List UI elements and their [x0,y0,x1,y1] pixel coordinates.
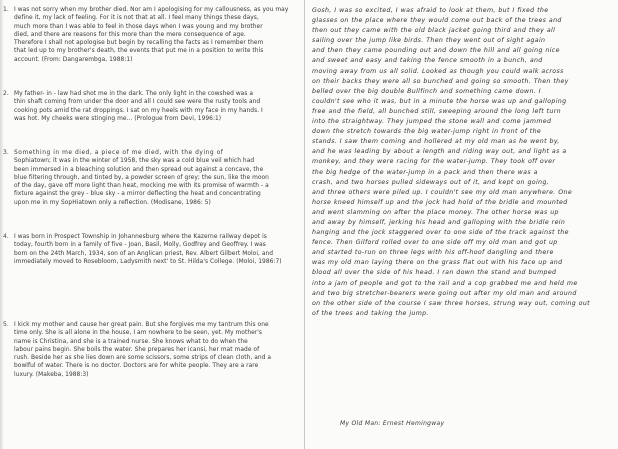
excerpt-line: rush. Beside her as she lies down are some scissors, some strips of clean cloth, and a [14,355,272,362]
excerpt-number: 3. [3,149,9,156]
story-line: and three others were piled up. I couldn't see my old man anywhere. One [312,188,573,196]
excerpt-line: blue filtering through, and tinted by, a powder screen of grey; the sun, like the moon [14,174,269,181]
excerpt-line: name is Christina, and she is a trained nurse. She knows what to do when the [14,338,248,345]
excerpt-line: labour pains begin. She boils the water. She prepares her icansi, her mat made of [14,346,260,353]
excerpt-line: that led up to my brother's death, the events that put me in a position to write this [14,48,264,55]
story-line: glasses on the place where they would come out back of the trees and [312,17,562,25]
story-line: crash, and two horses pulled sideways out of it, and kept on going, [312,178,550,186]
excerpt-line: much more than I was able to feel in those days when I was young and my brother [14,23,263,30]
excerpt-line: fixture against the grey - blue sky - a mirror deflecting the heat and concentrating [14,191,261,198]
excerpt-line: I was born in Prospect Township in Johannesburg where the Kazerne railway depot is [14,234,267,240]
excerpt-line: I kick my mother and cause her great pain. But she forgives me my tantrum this one [14,322,269,328]
story-line: into a jam of people and got to the rail and a cop grabbed me and held me [312,279,578,287]
excerpt-line: was hot. My cheeks were stinging me... (Prologue from Devi, 1996:1) [14,115,222,122]
page-edge-shadow [0,0,4,449]
story-caption: My Old Man: Ernest Hemingway [340,420,445,427]
excerpt-line: of the day, gave off more light than heat, mocking me with its promise of warmth - a [14,183,269,190]
story-line: and he was leading by about a length and riding way out, and light as a [312,148,567,156]
story-line: moving away from us all solid. Looked as though you could walk across [312,67,564,75]
story-line: and away by himself, jerking his head and galloping with the bridle rein [312,218,566,226]
story-line: blood all over the side of his head. I ran down the stand and bumped [312,269,557,277]
excerpt-text [14,321,304,379]
story-line: and went slamming on after the place money. The other horse was up [312,208,559,216]
excerpt-line: upon me in my SopHiatown only a reflection. (Modisane, 1986: 5) [14,199,211,206]
story-line: belled over the big double Bullfinch and something came down. I [312,87,541,95]
story-line: and then they came pounding out and down the hill and all going nice [312,47,560,55]
excerpt-line: bowlful of water. There is no doctor. Doctors are for white people. They are a rare [14,363,259,370]
story-line: couldn't see who it was, but in a minute the horse was up and galloping [312,97,567,105]
excerpt-number: 2. [3,90,9,97]
excerpt-line: account. (From: Dangarembga, 1988:1) [14,56,133,63]
story-line: fence. Then Gilford rolled over to one side off my old man and got up [312,239,558,247]
excerpt-line: Something in me died, a piece of me died, with the dying of [14,150,224,156]
excerpt-line: born on the 24th March, 1934, son of an Anglican priest, Rev. Albert Gilbert Moloi, and [14,250,274,257]
story-line: stands. I saw them coming and hollered at my old man as he went by, [312,138,560,146]
story-line: down the stretch towards the big water-jump right in front of the [312,128,542,136]
story-line: free and the field, all bunched still, sweeping around the long left turn [312,107,561,115]
excerpt-text [14,149,304,207]
story-line: monkey, and they were racing for the water-jump. They took off over [312,158,556,166]
column-divider [304,0,305,449]
story-line: hanging and the jock staggered over to one side of the track against the [312,229,569,237]
excerpt-number: 4. [3,233,9,240]
excerpt-line: My father- in - law had shot me in the dark. The only light in the cowshed was a [14,91,254,97]
story-line: and sweet and easy and taking the fence smooth in a bunch, and [312,57,543,65]
story-line: sailing over the jump like birds. Then they went out of sight again [312,37,546,45]
excerpt-line: died, and there are reasons for this more than the mere consequence of age. [14,31,246,38]
excerpt-line: Therefore I shall not apologise but begin by recalling the facts as I remember them [14,40,264,47]
story-line: then out they came with the old black jacket going third and they all [312,27,556,35]
excerpt-text [14,6,304,64]
excerpt-line: immediately moved to Rosebloom, Ladysmith next' to St. Hilda's College. (Moloi, 1986:7) [14,258,282,265]
excerpt-line: define it, my lack of feeling. For it is not that at all. I feel many things these days, [14,15,259,22]
excerpt-number: 1. [3,6,9,13]
excerpt-line: luxury. (Makeba, 1988:3) [14,371,89,378]
story-line: of the trees and taking the jump. [312,309,429,317]
excerpt-line: Sophiatown; it was in the winter of 1958, the sky was a cold blue veil which had [14,158,255,165]
story-line: and started to-run on three legs with his off-hoof dangling and there [312,249,554,257]
excerpt-text [14,90,304,123]
story-line: into the straightway. They jumped the stone wall and come jammed [312,118,552,126]
excerpt-line: I was not sorry when my brother died. Nor am I apologising for my callousness, as you may [14,7,289,13]
excerpt-line: been immersed in a bleaching solution and then spread out against a concave, the [14,166,264,173]
excerpt-line: thin shaft coming from under the door and all I could see were the rusty tools and [14,99,261,106]
story-line: horse kneed himself up and the jock had hold of the bridle and mounted [312,198,568,206]
story-line: the big hedge of the water-jump in a pack and then there was a [312,168,538,176]
excerpt-text [14,233,304,266]
story-line: Gosh, I was so excited, I was afraid to look at them, but I fixed the [312,7,549,14]
story-line: on their backs they were all so bunched and going so smooth. Then they [312,77,569,85]
excerpt-line: today, fourth born in a family of five - Joan, Basil, Molly, Godfrey and Geoffrey. I was [14,242,266,249]
excerpt-line: time only. She is all alone in the house, I am nowhere to be seen, yet. My mother's [14,330,263,337]
excerpt-number: 5. [3,321,9,328]
excerpt-line: cooking pots amid the rat droppings. I sat on my heels with my face in my hands. I [14,107,263,114]
story-excerpt [312,6,612,319]
story-line: on the other side of the course I saw three horses, strung way out, coming out [312,299,590,307]
story-line: was my old man laying there on the grass flat out with his face up and [312,259,563,267]
story-line: and two big stretcher-bearers were going out after my old man and around [312,289,577,297]
